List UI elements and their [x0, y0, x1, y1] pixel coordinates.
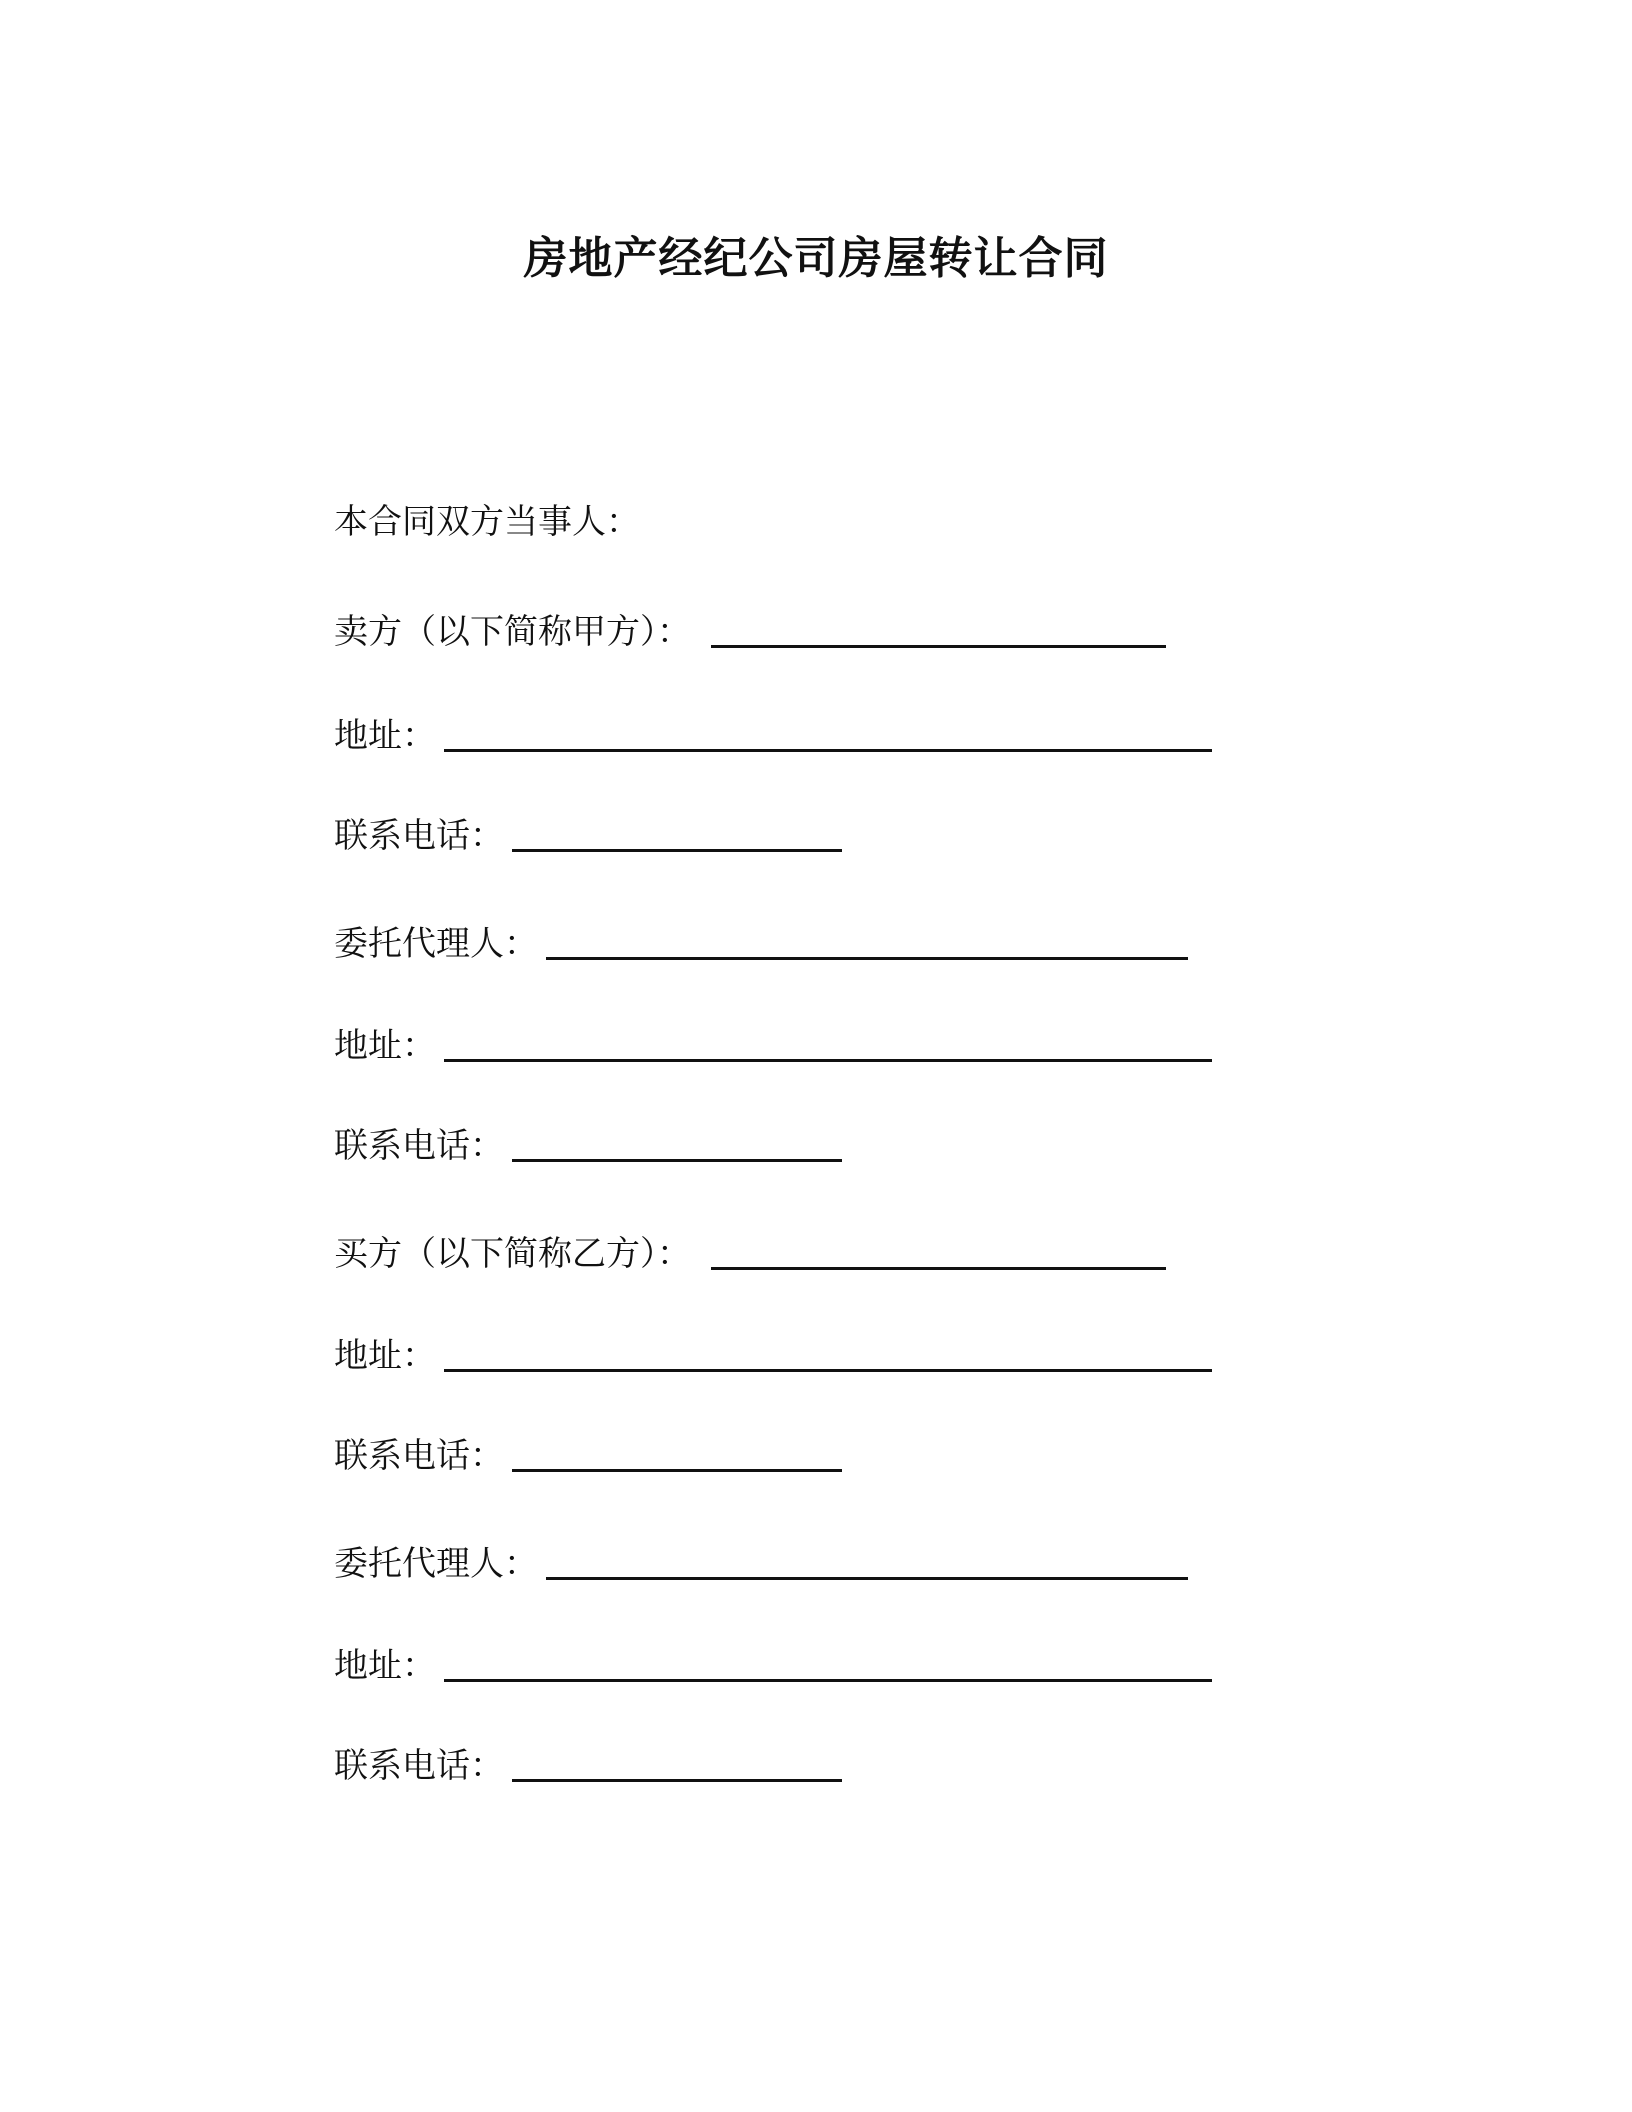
buyer-agent-address-label: 地址：: [334, 1646, 436, 1686]
buyer-name-field: [334, 1224, 1166, 1276]
seller-phone-field: [334, 806, 842, 858]
seller-agent-label: 委托代理人：: [334, 924, 538, 964]
buyer-agent-address-blank[interactable]: [444, 1677, 1212, 1682]
seller-name-field: [334, 602, 1166, 654]
buyer-address-blank[interactable]: [444, 1367, 1212, 1372]
buyer-agent-address-field: [334, 1636, 1212, 1688]
buyer-agent-phone-label: 联系电话：: [334, 1746, 504, 1786]
seller-agent-phone-blank[interactable]: [512, 1157, 842, 1162]
buyer-agent-label: 委托代理人：: [334, 1544, 538, 1584]
parties-intro: 本合同双方当事人：: [334, 502, 640, 542]
buyer-agent-field: [334, 1534, 1188, 1586]
seller-agent-address-label: 地址：: [334, 1026, 436, 1066]
seller-agent-blank[interactable]: [546, 955, 1188, 960]
document-title: 房地产经纪公司房屋转让合同: [523, 233, 1109, 284]
buyer-address-field: [334, 1326, 1212, 1378]
buyer-agent-phone-blank[interactable]: [512, 1777, 842, 1782]
seller-phone-blank[interactable]: [512, 847, 842, 852]
buyer-phone-blank[interactable]: [512, 1467, 842, 1472]
buyer-agent-phone-field: [334, 1736, 842, 1788]
seller-address-blank[interactable]: [444, 747, 1212, 752]
seller-name-label: 卖方（以下简称甲方）：: [334, 612, 691, 652]
seller-agent-address-blank[interactable]: [444, 1057, 1212, 1062]
seller-agent-address-field: [334, 1016, 1212, 1068]
buyer-agent-blank[interactable]: [546, 1575, 1188, 1580]
buyer-address-label: 地址：: [334, 1336, 436, 1376]
seller-name-blank[interactable]: [711, 643, 1166, 648]
seller-agent-phone-label: 联系电话：: [334, 1126, 504, 1166]
buyer-name-label: 买方（以下简称乙方）：: [334, 1234, 691, 1274]
seller-phone-label: 联系电话：: [334, 816, 504, 856]
seller-address-label: 地址：: [334, 716, 436, 756]
buyer-name-blank[interactable]: [711, 1265, 1166, 1270]
seller-address-field: [334, 706, 1212, 758]
seller-agent-field: [334, 914, 1188, 966]
buyer-phone-field: [334, 1426, 842, 1478]
buyer-phone-label: 联系电话：: [334, 1436, 504, 1476]
seller-agent-phone-field: [334, 1116, 842, 1168]
